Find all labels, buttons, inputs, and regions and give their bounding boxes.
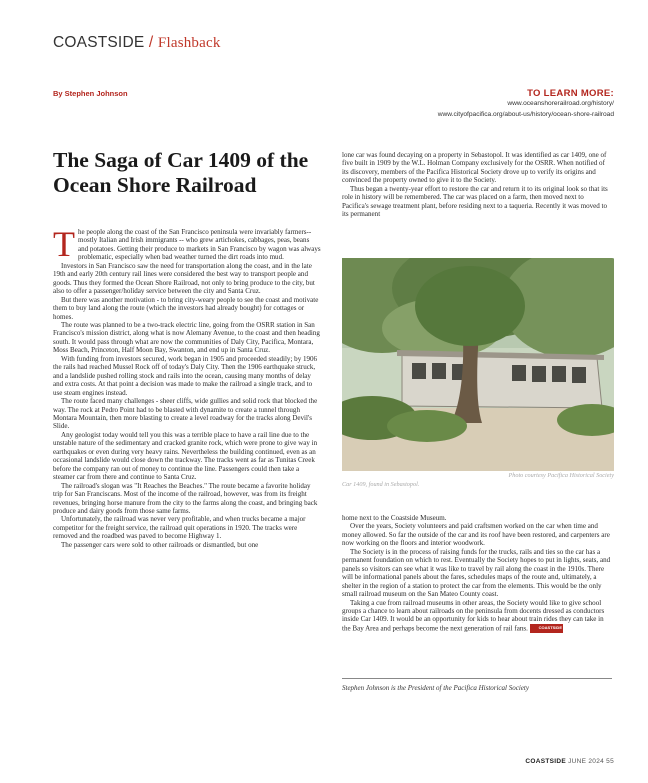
paragraph: lone car was found decaying on a property in Sebastopol. It was identified as car 1409, one of five built in 1909 by the W.L. Holman Company exclusively for the OSRR. When notified of its discovery, members of the Pacifica Historical Society drove up to verify its origins and convinced the property owned to give it to the Society. — [342, 151, 607, 185]
paragraph: home next to the Coastside Museum. — [342, 514, 447, 522]
railcar-photo — [342, 258, 614, 471]
paragraph: The route was planned to be a two-track electric line, going from the OSRR station in San Francisco's mission district, along what is now Alemany Avenue, to the coast and then heading south. It would pass through what are now the communities of Daly City, Pacifica, Montara, Moss Beach, Princeton, Half Moon Bay, Swanton, and end up in Santa Cruz. — [53, 320, 320, 355]
railcar-illustration — [342, 258, 614, 471]
paragraph: The railroad's slogan was "It Reaches the Beaches." The route became a favorite holiday trip for San Franciscans. Most of the income of the railroad, however, was from its freight revenues, bringing horse manure from the city to the farms along the coast, and bringing back produce and dairy goods from those same farms. — [53, 481, 318, 515]
section-separator: / — [148, 34, 154, 51]
end-mark: COASTSIDE — [530, 624, 563, 633]
photo-caption: Car 1409, found in Sebastopol. — [342, 481, 420, 488]
divider — [342, 678, 612, 679]
learn-more-title: TO LEARN MORE: — [527, 88, 614, 99]
footer-issue: JUNE 2024 — [568, 758, 605, 765]
footer-page-number: 55 — [606, 758, 614, 765]
section-name: COASTSIDE — [53, 34, 145, 51]
drop-cap: T — [53, 224, 75, 264]
paragraph: Any geologist today would tell you this was a terrible place to have a rail line due to the unstable nature of the sedimentary and cracked granite rock, which were prone to give way in earthquakes or even during very heavy rains. Nevertheless the building continued, even as an occasional landslide would close down the trackway. The tracks went as far as Tunitas Creek before the company ran out of money to continue the line. Passengers could then take a steamer car from there and continue to Santa Cruz. — [53, 430, 318, 482]
learn-more-link[interactable]: www.cityofpacifica.org/about-us/history/ocean-shore-railroad — [437, 110, 614, 118]
page-footer — [525, 758, 614, 765]
paragraph: Thus began a twenty-year effort to restore the car and return it to its original look so that its role in history will be remembered. The car was placed on a farm, then moved next to Pacifica's sewage treatment plant, before residing next to a taqueria. Recently it was moved to its permanent — [342, 184, 608, 219]
subsection-name: Flashback — [157, 35, 221, 51]
article-title: The Saga of Car 1409 of the Ocean Shore Railroad — [53, 148, 309, 197]
byline: By Stephen Johnson — [53, 89, 128, 98]
paragraph: Over the years, Society volunteers and paid craftsmen worked on the car when time and money allowed. So far the outside of the car and its roof have been restored, and carpenters are now working on the floors and interior woodwork. — [342, 522, 610, 548]
paragraph: The route faced many challenges - sheer cliffs, wide gullies and solid rock that blocked the way. The rock at Pedro Point had to be blasted with dynamite to create a tunnel through Montara Mountain, then more blasting to create a level roadway for the tracks along Devil's Slide. — [53, 397, 318, 431]
learn-more-box — [438, 88, 614, 120]
article-column-1 — [53, 224, 321, 549]
footer-magazine: COASTSIDE — [525, 758, 566, 765]
section-header — [53, 34, 221, 52]
article-column-2-bottom — [342, 514, 612, 633]
paragraph: But there was another motivation - to bring city-weary people to see the coast and motivate them to buy land along the route (which the investors had already bought) for cottages or homes. — [53, 295, 319, 321]
photo-credit: Photo courtesy Pacifica Historical Society — [508, 472, 614, 479]
paragraph: With funding from investors secured, work began in 1905 and proceeded steadily; by 1906 the rails had reached Mussel Rock off of today's Daly City. Then the 1906 earthquake struck, and a landslide pushed rolling stock and rails into the ocean, causing many months of delay and extra costs. At that point a decision was made to make the railroad a single track, and to use steam engines instead. — [53, 354, 318, 397]
paragraph: Unfortunately, the railroad was never very profitable, and when trucks became a major competitor for the freight service, the railroad quit operations in 1920. The tracks were removed and the roadbed was paved to become Highway 1. — [53, 515, 306, 541]
article-column-2-top — [342, 151, 612, 219]
paragraph: The Society is in the process of raising funds for the trucks, rails and ties so the car has a permanent foundation on which to rest. Eventually the Society hopes to put in lights, seats, and panels so visitors can see what it was like to travel by rail along the coast in the 1910s. There will be informational panels about the fares, schedules maps of the route and, ultimately, a shelter in the region of a station to protect the car from the elements. This would be the only small railroad museum on the San Mateo County coast. — [342, 547, 611, 599]
paragraph: The people along the coast of the San Francisco peninsula were invariably farmers-- mostly Italian and Irish immigrants -- who grew artichokes, cabbages, peas, beans and potatoes. Getting their produce to markets in San Francisco by wagon was always problematic, especially when bad weather turned the dirt roads into mud. — [53, 224, 321, 264]
paragraph: Investors in San Francisco saw the need for transportation along the coast, and in the late 19th and early 20th century rail lines were considered the best way to transport people and goods. Thus they formed the Ocean Shore Railroad, not only to bring produce to the city, but also to offer a passenger/holiday service between the city and Santa Cruz. — [53, 261, 315, 296]
learn-more-link[interactable]: www.oceanshorerailroad.org/history/ — [507, 100, 614, 107]
paragraph: The passenger cars were sold to other railroads or dismantled, but one — [61, 540, 259, 549]
paragraph: Taking a cue from railroad museums in other areas, the Society would like to give school groups a chance to learn about railroads on the peninsula from docents dressed as conductors inside Car 1409. It would be an opportunity for kids to hear about train rides they can take in the Bay Area and perhaps become the next generation of rail fans. COASTSIDE — [342, 598, 605, 633]
author-bio: Stephen Johnson is the President of the Pacifica Historical Society — [342, 684, 529, 692]
